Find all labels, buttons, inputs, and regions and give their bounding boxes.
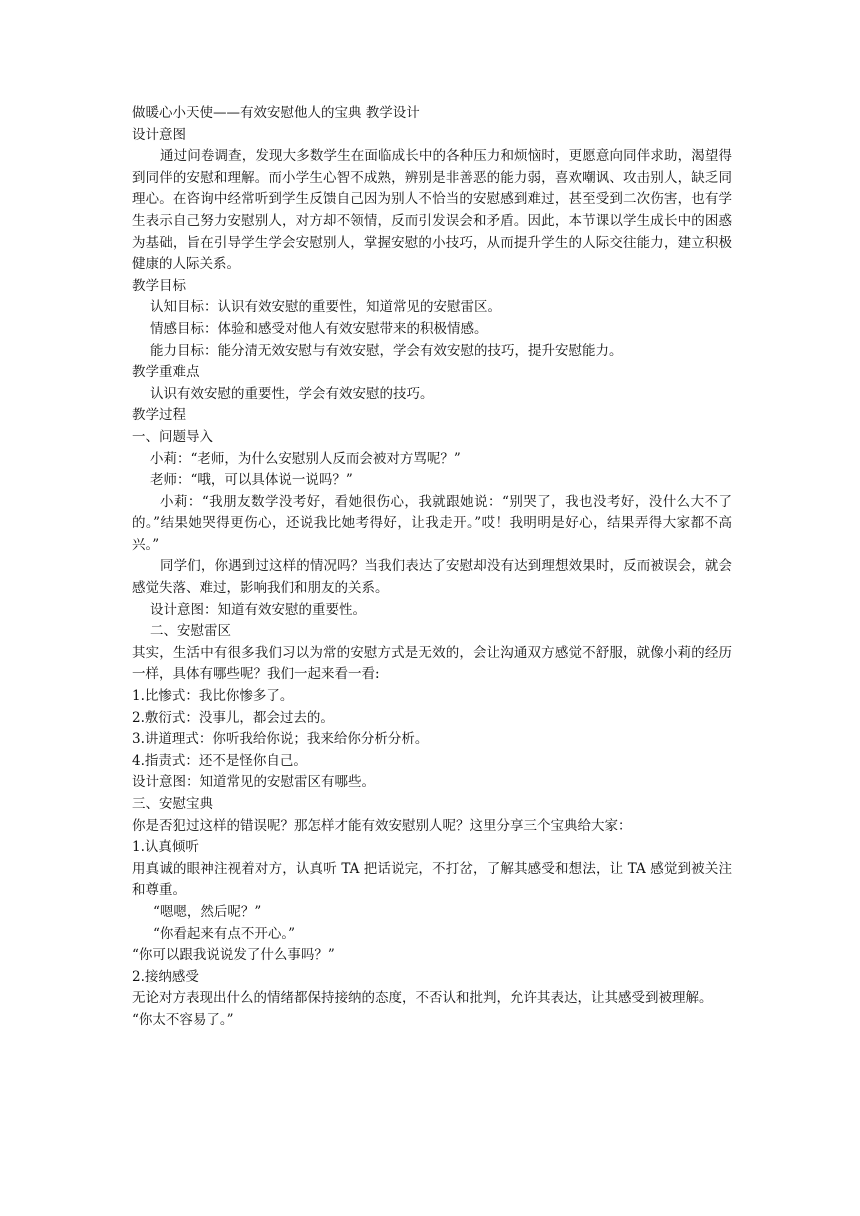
tip1-quote-3: “你可以跟我说说发了什么事吗？” <box>132 947 335 964</box>
tip1-quote-1: “嗯嗯，然后呢？” <box>153 903 262 920</box>
key-points-text: 认识有效安慰的重要性，学会有效安慰的技巧。 <box>150 385 434 402</box>
document-title: 做暖心小天使——有效安慰他人的宝典 教学设计 <box>132 105 420 121</box>
goal-emotional: 情感目标：体验和感受对他人有效安慰带来的积极情感。 <box>150 320 488 337</box>
tip2-quote-1: “你太不容易了。” <box>132 1011 234 1028</box>
section2-heading: 二、安慰雷区 <box>150 623 231 640</box>
goal-ability: 能力目标：能分清无效安慰与有效安慰，学会有效安慰的技巧，提升安慰能力。 <box>150 342 623 359</box>
tip1-quote-2: “你看起来有点不开心。” <box>153 925 296 942</box>
section1-design-intent: 设计意图：知道有效安慰的重要性。 <box>150 601 366 618</box>
dialog-line-1: 小莉：“老师，为什么安慰别人反而会被对方骂呢？” <box>150 450 461 467</box>
dialog-line-2: 老师：“哦，可以具体说一说吗？” <box>150 472 353 489</box>
section2-intro: 其实，生活中有很多我们习以为常的安慰方式是无效的，会让沟通双方感觉不舒服，就像小莉的经历一样，具体有哪些呢？我们一起来看一看: <box>132 644 732 683</box>
document-page <box>132 103 732 1032</box>
dialog-line-3: 小莉：“我朋友数学没考好，看她很伤心，我就跟她说：“别哭了，我也没考好，没什么大不了的。”结果她哭得更伤心，还说我比她考得好，让我走开。”哎！我明明是好心，结果弄得大家都不高兴。” <box>132 493 732 553</box>
process-heading: 教学过程 <box>132 407 186 424</box>
mine-item-4: 4.指责式：还不是怪你自己。 <box>132 752 307 769</box>
section3-intro: 你是否犯过这样的错误呢？那怎样才能有效安慰别人呢？这里分享三个宝典给大家： <box>132 817 632 834</box>
goals-heading: 教学目标 <box>132 277 186 294</box>
tip1-paragraph: 用真诚的眼神注视着对方，认真听 TA 把话说完，不打岔，了解其感受和想法，让 TA 感觉到被关注和尊重。 <box>132 860 732 899</box>
section3-heading: 三、安慰宝典 <box>132 796 213 812</box>
design-intent-heading: 设计意图 <box>132 126 186 143</box>
section1-heading: 一、问题导入 <box>132 428 213 445</box>
mine-item-1: 1.比惨式：我比你惨多了。 <box>132 688 294 705</box>
key-points-heading: 教学重难点 <box>132 364 200 381</box>
section1-paragraph: 同学们，你遇到过这样的情况吗？当我们表达了安慰却没有达到理想效果时，反而被误会，就会感觉失落、难过，影响我们和朋友的关系。 <box>132 558 732 597</box>
tip2-paragraph: 无论对方表现出什么的情绪都保持接纳的态度，不否认和批判，允许其表达，让其感受到被理解。 <box>132 990 713 1007</box>
section2-design-intent: 设计意图：知道常见的安慰雷区有哪些。 <box>132 774 375 791</box>
goal-cognitive: 认知目标：认识有效安慰的重要性，知道常见的安慰雷区。 <box>150 299 501 316</box>
mine-item-3: 3.讲道理式：你听我给你说；我来给你分析分析。 <box>132 731 429 748</box>
design-intent-paragraph: 通过问卷调查，发现大多数学生在面临成长中的各种压力和烦恼时，更愿意向同伴求助，渴望得到同伴的安慰和理解。而小学生心智不成熟，辨别是非善恶的能力弱，喜欢嘲讽、攻击别人，缺乏同理心。在咨询中经常听到学生反馈自己因为别人不恰当的安慰感到难过，甚至受到二次伤害，也有学生表示自己努力安慰别人，对方却不领情，反而引发误会和矛盾。因此，本节课以学生成长中的困惑为基础，旨在引导学生学会安慰别人，掌握安慰的小技巧，从而提升学生的人际交往能力，建立积极健康的人际关系。 <box>132 148 732 273</box>
tip1-heading: 1.认真倾听 <box>132 839 199 856</box>
tip2-heading: 2.接纳感受 <box>132 968 199 985</box>
mine-item-2: 2.敷衍式：没事儿，都会过去的。 <box>132 709 334 726</box>
